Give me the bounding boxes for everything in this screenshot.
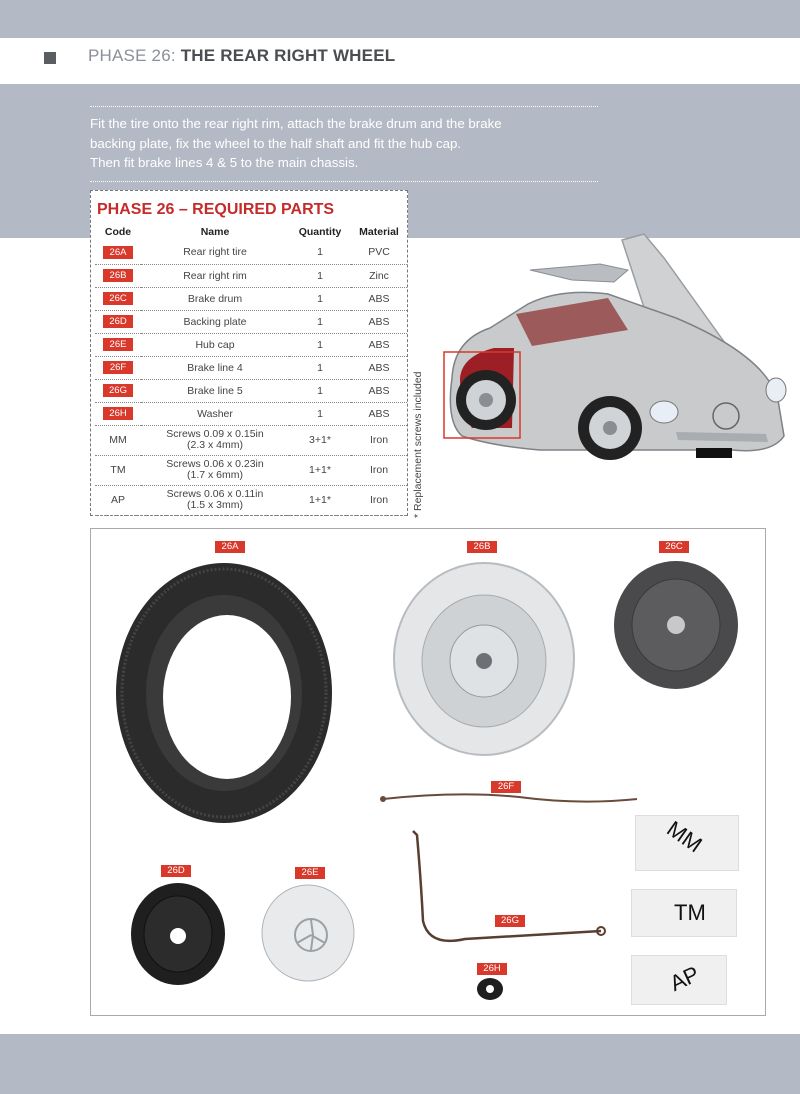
part-quantity: 1 [289,402,351,425]
col-name: Name [200,226,230,238]
label-26f: 26F [491,781,521,793]
tire-image [109,557,339,829]
part-code [95,310,141,333]
label-26a: 26A [215,541,245,553]
page-title [88,46,395,66]
bag-label-tm: TM [674,900,706,925]
part-material: ABS [351,356,407,379]
car-photo [432,228,794,472]
part-code [95,379,141,402]
part-quantity: 1 [289,333,351,356]
bottom-band [0,1034,800,1094]
part-name-line: Backing plate [183,315,247,328]
part-code: AP [95,485,141,515]
part-quantity: 1 [289,241,351,264]
part-code-badge: 26C [103,292,133,305]
part-name [141,402,289,425]
part-quantity: 1 [289,356,351,379]
brake-line-5-image [405,821,607,953]
col-code: Code [104,226,132,238]
table-row [95,287,407,310]
label-26c: 26C [659,541,689,553]
part-quantity: 3+1* [289,425,351,455]
part-code: MM [95,425,141,455]
part-quantity: 1 [289,287,351,310]
page-header [0,38,800,84]
top-band [0,0,800,38]
part-code-badge: 26A [103,246,133,259]
brake-line-4-image [379,787,643,811]
part-name [141,455,289,485]
intro-line: backing plate, fix the wheel to the half shaft and fit the hub cap. [90,135,462,151]
table-row [95,241,407,264]
replacement-note: * Replacement screws included [412,371,424,518]
part-code: TM [95,455,141,485]
bag-label-ap: AP [665,961,704,997]
intro-text [90,106,598,182]
part-name [141,287,289,310]
required-parts-box [90,190,408,516]
part-material: ABS [351,287,407,310]
header-square-icon [44,52,56,64]
parts-table [95,223,407,516]
part-material: ABS [351,402,407,425]
intro-line: Fit the tire onto the rear right rim, attach the brake drum and the brake [90,116,502,131]
table-row [95,402,407,425]
part-code [95,356,141,379]
part-name [141,379,289,402]
screw-bag-mm [635,815,739,871]
part-material: Iron [351,485,407,515]
part-code [95,241,141,264]
table-row [95,310,407,333]
part-quantity: 1+1* [289,485,351,515]
required-parts-title: PHASE 26 – REQUIRED PARTS [97,201,335,218]
table-row [95,264,407,287]
part-name [141,310,289,333]
part-quantity: 1 [289,310,351,333]
label-26g: 26G [495,915,525,927]
parts-photo-panel [90,528,766,1016]
intro-line: Then fit brake lines 4 & 5 to the main chassis. [90,155,359,170]
part-name [141,425,289,455]
part-name [141,241,289,264]
part-material: PVC [351,241,407,264]
rim-image [389,559,579,759]
part-material: Zinc [351,264,407,287]
part-quantity: 1 [289,264,351,287]
washer-image [475,977,505,1001]
part-name [141,264,289,287]
part-code-badge: 26E [103,338,133,351]
part-code [95,333,141,356]
phase-prefix: PHASE 26: [88,46,181,65]
table-row [95,356,407,379]
table-row [95,425,407,455]
screw-bag-tm [631,889,737,937]
phase-title: THE REAR RIGHT WHEEL [180,46,396,65]
part-name-line: Brake drum [187,292,243,305]
hub-cap-image [259,883,357,983]
table-row [95,455,407,485]
part-quantity: 1 [289,379,351,402]
label-26e: 26E [295,867,325,879]
part-material: ABS [351,333,407,356]
table-header-row [95,223,407,241]
part-code-badge: 26H [103,407,133,420]
part-name-line: (1.7 x 6mm) [186,469,243,481]
part-name-line: Screws 0.06 x 0.23in [166,458,264,470]
part-code [95,287,141,310]
screw-bag-ap [631,955,727,1005]
part-code [95,402,141,425]
part-name-line: Rear right rim [183,269,247,282]
part-name-line: Washer [197,407,233,420]
part-code-badge: 26D [103,315,133,328]
part-code-badge: 26F [103,361,133,374]
part-name [141,333,289,356]
label-26b: 26B [467,541,497,553]
part-name-line: Hub cap [195,338,235,351]
part-name-line: Brake line 5 [187,384,243,397]
part-name-line: (2.3 x 4mm) [186,439,243,451]
part-code [95,264,141,287]
col-material: Material [359,226,399,238]
part-material: ABS [351,310,407,333]
part-code-badge: 26G [103,384,133,397]
part-name-line: Brake line 4 [187,361,243,374]
brake-drum-image [611,559,741,691]
bag-label-mm: MM [662,815,707,858]
part-material: ABS [351,379,407,402]
col-quantity: Quantity [298,226,342,238]
part-material: Iron [351,425,407,455]
part-name-line: Rear right tire [183,246,247,259]
table-row [95,333,407,356]
part-name-line: (1.5 x 3mm) [186,499,243,511]
label-26d: 26D [161,865,191,877]
part-name [141,485,289,515]
table-row [95,379,407,402]
backing-plate-image [129,881,227,987]
part-quantity: 1+1* [289,455,351,485]
part-material: Iron [351,455,407,485]
table-row [95,485,407,515]
part-code-badge: 26B [103,269,133,282]
part-name-line: Screws 0.06 x 0.11in [166,488,264,500]
part-name-line: Screws 0.09 x 0.15in [166,428,264,440]
label-26h: 26H [477,963,507,975]
part-name [141,356,289,379]
